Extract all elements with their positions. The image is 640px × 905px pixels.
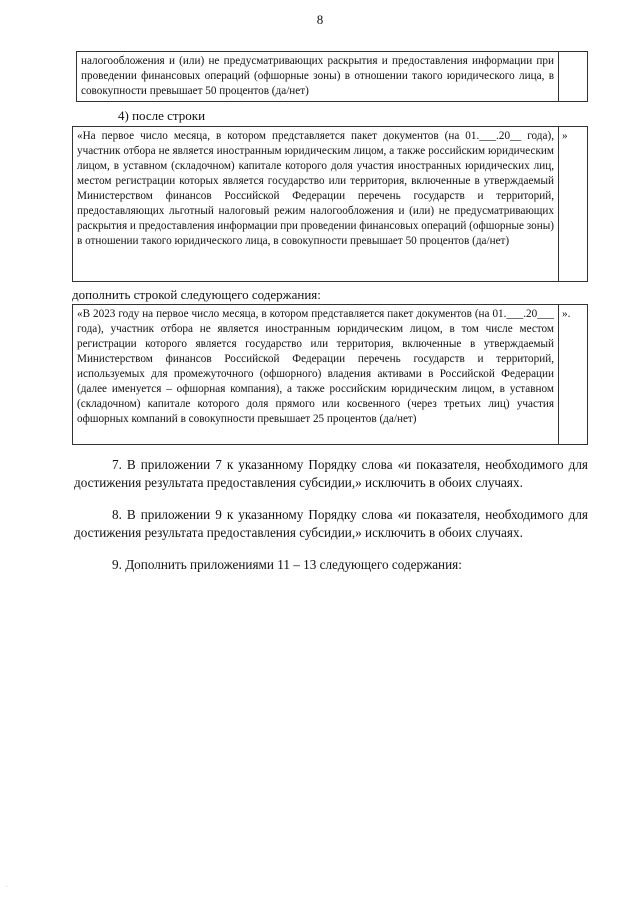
- add-line-label: дополнить строкой следующего содержания:: [72, 287, 321, 302]
- table-cell-side: ».: [559, 305, 588, 445]
- table-cell-text: налогообложения и (или) не предусматривающих раскрытия и предоставления информации при проведении финансовых операций (офшорные зоны) в отношении такого юридического лица, в совокупности превышает 50 процентов (да/нет): [77, 52, 559, 102]
- table-cell-side: [559, 52, 588, 102]
- paragraph-8: 8. В приложении 9 к указанному Порядку слова «и показателя, необходимого для достижения результата предоставления субсидии,» исключить в обоих случаях.: [74, 507, 588, 540]
- table-row: [73, 305, 588, 445]
- table-cell-text: «На первое число месяца, в котором представляется пакет документов (на 01.___.20__ года), участник отбора не является иностранным юридическим лицом, а также российским юридическим лицом, в уставном (складочном) капитале которого доля участия иностранных юридических лиц, местом регистрации которых является государство или территория, включенные в утверждаемый Министерством финансов Российской Федерации перечень государств и территорий, предоставляющих льготный налоговый режим налогообложения и (или) не предусматривающих раскрытия и предоставления информации при проведении финансовых операций (офшорные зоны) в отношении такого юридического лица, в совокупности превышает 50 процентов (да/нет): [73, 127, 559, 282]
- table-cell-text: «В 2023 году на первое число месяца, в котором представляется пакет документов (на 01.___.20___ года), участник отбора не является иностранным юридическим лицом, в том числе местом регистрации которого является государство или территория, включенные в утверждаемый Министерством финансов Российской Федерации перечень государств и территорий, используемых для промежуточного (офшорного) владения активами в Российской Федерации (далее именуется – офшорная компания), а также российским юридическим лицом, в уставном (складочном) капитале которого доля прямого или косвенного (через третьих лиц) участия офшорных компаний в совокупности превышает 25 процентов (да/нет): [73, 305, 559, 445]
- paragraph-9: 9. Дополнить приложениями 11 – 13 следующего содержания:: [112, 557, 462, 572]
- table-cell-side: »: [559, 127, 588, 282]
- page-number: 8: [316, 12, 324, 27]
- table-row: [73, 127, 588, 282]
- table-existing-row: [72, 126, 588, 282]
- paragraph-7: 7. В приложении 7 к указанному Порядку слова «и показателя, необходимого для достижения результата предоставления субсидии,» исключить в обоих случаях.: [74, 457, 588, 490]
- table-prev-row: [76, 51, 588, 102]
- item-4-label: 4) после строки: [118, 108, 206, 123]
- scan-mark: ·: [6, 884, 8, 890]
- table-new-row: [72, 304, 588, 445]
- table-row: [77, 52, 588, 102]
